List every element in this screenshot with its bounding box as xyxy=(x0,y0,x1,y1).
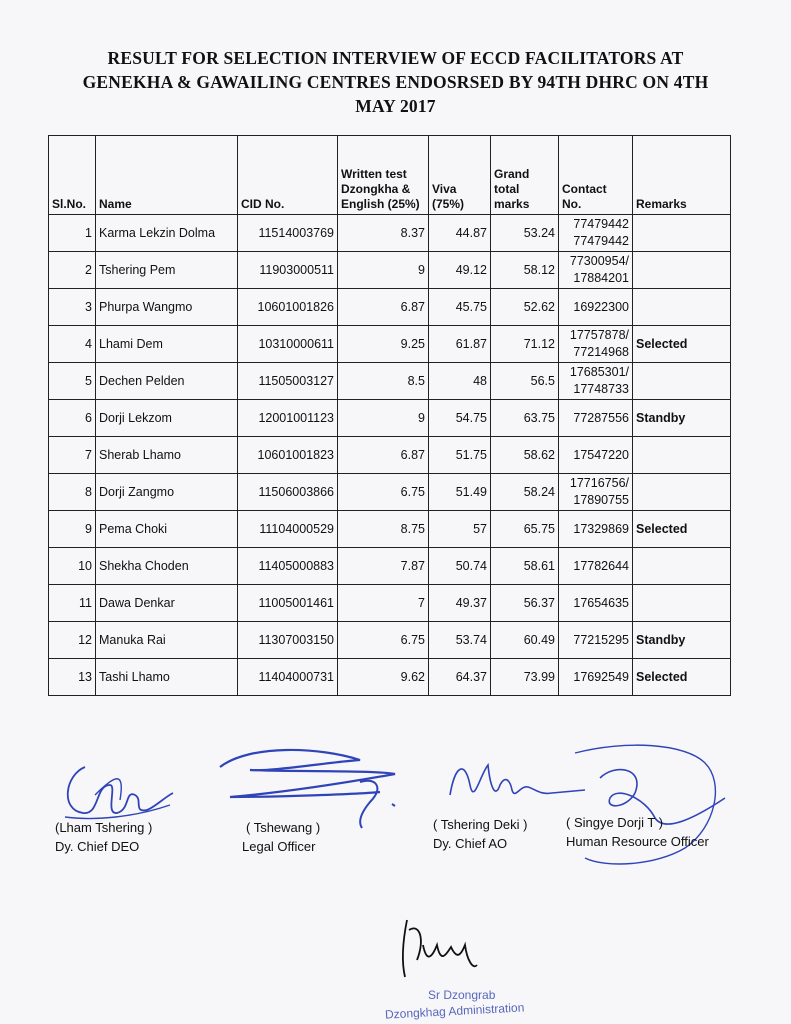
cell-name: Sherab Lhamo xyxy=(96,437,238,474)
table-row xyxy=(49,622,731,659)
cell-cid: 11005001461 xyxy=(238,585,338,622)
signatory-2 xyxy=(242,818,320,856)
cell-remarks xyxy=(633,474,731,511)
signatory-4-designation: Human Resource Officer xyxy=(566,834,709,849)
contact-number: 77214968 xyxy=(573,345,629,359)
contact-number: 17685301/ xyxy=(569,365,629,379)
cell-grand-total: 58.61 xyxy=(491,548,559,585)
cell-sl-no: 6 xyxy=(49,400,96,437)
cell-sl-no: 7 xyxy=(49,437,96,474)
header-viva: Viva (75%) xyxy=(429,136,491,215)
signature-sr-dzongrab-icon xyxy=(395,915,495,985)
cell-written-test: 8.37 xyxy=(338,215,429,252)
title-line-2: GENEKHA & GAWAILING CENTRES ENDOSRSED BY 94TH DHRC ON 4TH xyxy=(82,72,709,92)
cell-remarks: Selected xyxy=(633,326,731,363)
cell-viva: 49.12 xyxy=(429,252,491,289)
cell-name: Tashi Lhamo xyxy=(96,659,238,696)
contact-number: 16922300 xyxy=(573,299,629,314)
cell-sl-no: 10 xyxy=(49,548,96,585)
cell-viva: 50.74 xyxy=(429,548,491,585)
signature-singye-dorji-icon xyxy=(565,738,735,873)
cell-cid: 11514003769 xyxy=(238,215,338,252)
cell-grand-total: 53.24 xyxy=(491,215,559,252)
cell-cid: 11405000883 xyxy=(238,548,338,585)
cell-name: Tshering Pem xyxy=(96,252,238,289)
cell-grand-total: 56.5 xyxy=(491,363,559,400)
cell-cid: 10601001823 xyxy=(238,437,338,474)
cell-written-test: 6.75 xyxy=(338,622,429,659)
contact-number: 17654635 xyxy=(573,595,629,610)
signatory-2-designation: Legal Officer xyxy=(242,839,316,854)
cell-contact xyxy=(559,326,633,363)
table-row xyxy=(49,437,731,474)
contact-number: 77300954/ xyxy=(569,254,629,268)
cell-name: Dechen Pelden xyxy=(96,363,238,400)
signatory-4-name: ( Singye Dorji T ) xyxy=(566,815,664,830)
cell-cid: 11104000529 xyxy=(238,511,338,548)
cell-written-test: 6.87 xyxy=(338,289,429,326)
header-written-test: Written test Dzongkha & English (25%) xyxy=(338,136,429,215)
cell-viva: 54.75 xyxy=(429,400,491,437)
cell-contact xyxy=(559,289,633,326)
contact-number: 17748733 xyxy=(573,382,629,396)
signatory-2-name: ( Tshewang ) xyxy=(246,820,321,835)
cell-viva: 48 xyxy=(429,363,491,400)
cell-contact xyxy=(559,437,633,474)
cell-contact xyxy=(559,474,633,511)
cell-name: Shekha Choden xyxy=(96,548,238,585)
cell-written-test: 8.5 xyxy=(338,363,429,400)
cell-remarks: Selected xyxy=(633,659,731,696)
contact-number: 77287556 xyxy=(573,410,629,425)
cell-remarks: Selected xyxy=(633,511,731,548)
header-contact: Contact No. xyxy=(559,136,633,215)
contact-number: 77479442 xyxy=(573,217,629,231)
cell-written-test: 9.62 xyxy=(338,659,429,696)
cell-contact xyxy=(559,215,633,252)
cell-remarks: Standby xyxy=(633,400,731,437)
signatory-1-name: (Lham Tshering ) xyxy=(55,820,153,835)
contact-number: 17757878/ xyxy=(569,328,629,342)
title-line-3: MAY 2017 xyxy=(355,96,436,116)
cell-sl-no: 1 xyxy=(49,215,96,252)
cell-grand-total: 71.12 xyxy=(491,326,559,363)
document-title xyxy=(40,46,751,118)
contact-number: 17692549 xyxy=(573,669,629,684)
cell-cid: 11505003127 xyxy=(238,363,338,400)
cell-grand-total: 58.62 xyxy=(491,437,559,474)
cell-viva: 51.49 xyxy=(429,474,491,511)
contact-number: 77479442 xyxy=(573,234,629,248)
cell-grand-total: 73.99 xyxy=(491,659,559,696)
cell-remarks xyxy=(633,437,731,474)
cell-grand-total: 60.49 xyxy=(491,622,559,659)
contact-number: 17890755 xyxy=(573,493,629,507)
cell-sl-no: 12 xyxy=(49,622,96,659)
cell-cid: 10601001826 xyxy=(238,289,338,326)
table-row xyxy=(49,289,731,326)
contact-number: 17716756/ xyxy=(569,476,629,490)
cell-contact xyxy=(559,511,633,548)
signature-lham-tshering-icon xyxy=(55,755,185,825)
cell-grand-total: 65.75 xyxy=(491,511,559,548)
cell-sl-no: 9 xyxy=(49,511,96,548)
cell-contact xyxy=(559,363,633,400)
table-row xyxy=(49,474,731,511)
cell-viva: 61.87 xyxy=(429,326,491,363)
cell-grand-total: 58.12 xyxy=(491,252,559,289)
contact-number: 77215295 xyxy=(573,632,629,647)
cell-contact xyxy=(559,622,633,659)
cell-contact xyxy=(559,548,633,585)
stamp-line-1: Sr Dzongrab xyxy=(428,988,496,1002)
cell-written-test: 8.75 xyxy=(338,511,429,548)
cell-name: Karma Lekzin Dolma xyxy=(96,215,238,252)
signatory-3-name: ( Tshering Deki ) xyxy=(433,817,528,832)
cell-remarks xyxy=(633,585,731,622)
cell-viva: 51.75 xyxy=(429,437,491,474)
title-line-1: RESULT FOR SELECTION INTERVIEW OF ECCD FACILITATORS AT xyxy=(107,48,684,68)
contact-number: 17782644 xyxy=(573,558,629,573)
cell-cid: 11404000731 xyxy=(238,659,338,696)
header-sl-no: Sl.No. xyxy=(49,136,96,215)
table-row xyxy=(49,400,731,437)
stamp-line-2: Dzongkhag Administration xyxy=(384,1000,525,1022)
header-grand-total: Grand total marks xyxy=(491,136,559,215)
table-row xyxy=(49,585,731,622)
cell-cid: 10310000611 xyxy=(238,326,338,363)
table-row xyxy=(49,252,731,289)
table-row xyxy=(49,511,731,548)
signatory-1 xyxy=(55,818,152,856)
cell-name: Manuka Rai xyxy=(96,622,238,659)
cell-cid: 11307003150 xyxy=(238,622,338,659)
cell-remarks: Standby xyxy=(633,622,731,659)
cell-name: Dorji Lekzom xyxy=(96,400,238,437)
cell-remarks xyxy=(633,215,731,252)
signatory-1-designation: Dy. Chief DEO xyxy=(55,839,140,854)
cell-sl-no: 13 xyxy=(49,659,96,696)
cell-sl-no: 11 xyxy=(49,585,96,622)
cell-written-test: 9.25 xyxy=(338,326,429,363)
cell-written-test: 9 xyxy=(338,252,429,289)
cell-written-test: 7 xyxy=(338,585,429,622)
cell-name: Phurpa Wangmo xyxy=(96,289,238,326)
contact-number: 17884201 xyxy=(573,271,629,285)
cell-grand-total: 56.37 xyxy=(491,585,559,622)
cell-viva: 57 xyxy=(429,511,491,548)
cell-remarks xyxy=(633,548,731,585)
header-remarks: Remarks xyxy=(633,136,731,215)
table-row xyxy=(49,326,731,363)
cell-written-test: 9 xyxy=(338,400,429,437)
cell-name: Pema Choki xyxy=(96,511,238,548)
cell-viva: 45.75 xyxy=(429,289,491,326)
cell-name: Lhami Dem xyxy=(96,326,238,363)
cell-written-test: 6.75 xyxy=(338,474,429,511)
table-body xyxy=(49,215,731,696)
signatory-3-designation: Dy. Chief AO xyxy=(433,836,508,851)
cell-sl-no: 8 xyxy=(49,474,96,511)
cell-sl-no: 2 xyxy=(49,252,96,289)
signatory-4 xyxy=(566,813,709,851)
results-table xyxy=(48,135,731,696)
table-row xyxy=(49,548,731,585)
cell-remarks xyxy=(633,363,731,400)
table-row xyxy=(49,659,731,696)
cell-sl-no: 3 xyxy=(49,289,96,326)
signatory-3 xyxy=(433,815,527,853)
cell-viva: 44.87 xyxy=(429,215,491,252)
cell-grand-total: 52.62 xyxy=(491,289,559,326)
cell-cid: 11506003866 xyxy=(238,474,338,511)
cell-contact xyxy=(559,252,633,289)
cell-viva: 49.37 xyxy=(429,585,491,622)
cell-grand-total: 63.75 xyxy=(491,400,559,437)
cell-sl-no: 4 xyxy=(49,326,96,363)
cell-written-test: 6.87 xyxy=(338,437,429,474)
table-header-row xyxy=(49,136,731,215)
cell-remarks xyxy=(633,289,731,326)
cell-contact xyxy=(559,659,633,696)
cell-name: Dorji Zangmo xyxy=(96,474,238,511)
table-row xyxy=(49,363,731,400)
contact-number: 17329869 xyxy=(573,521,629,536)
header-cid: CID No. xyxy=(238,136,338,215)
cell-sl-no: 5 xyxy=(49,363,96,400)
cell-grand-total: 58.24 xyxy=(491,474,559,511)
cell-contact xyxy=(559,400,633,437)
cell-remarks xyxy=(633,252,731,289)
header-name: Name xyxy=(96,136,238,215)
contact-number: 17547220 xyxy=(573,447,629,462)
cell-viva: 53.74 xyxy=(429,622,491,659)
table-row xyxy=(49,215,731,252)
cell-written-test: 7.87 xyxy=(338,548,429,585)
cell-contact xyxy=(559,585,633,622)
cell-cid: 11903000511 xyxy=(238,252,338,289)
cell-cid: 12001001123 xyxy=(238,400,338,437)
cell-name: Dawa Denkar xyxy=(96,585,238,622)
cell-viva: 64.37 xyxy=(429,659,491,696)
